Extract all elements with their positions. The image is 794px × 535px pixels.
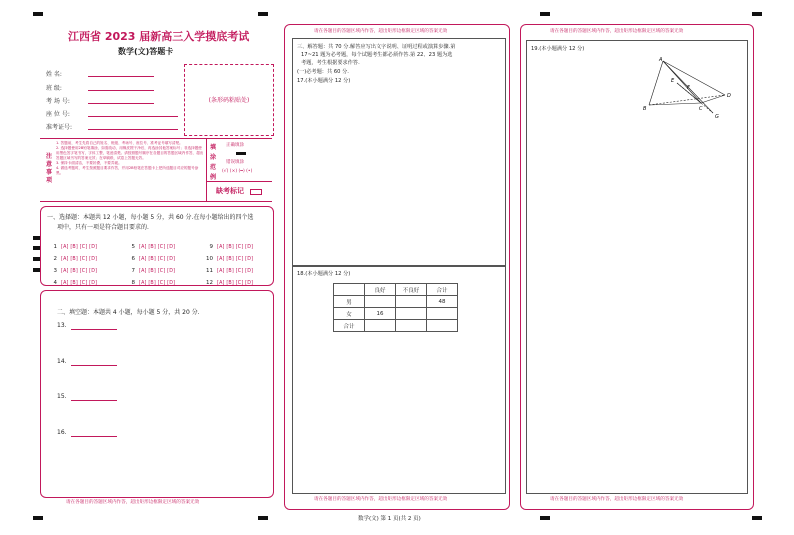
table-row bbox=[334, 296, 458, 308]
answer-options[interactable]: [A] [B] [C] [D] bbox=[139, 281, 176, 286]
field-id-label: 准考证号: bbox=[46, 124, 73, 131]
table-cell: 不良好 bbox=[396, 284, 427, 296]
point-label: G bbox=[715, 114, 719, 120]
answer-options[interactable]: [A] [B] [C] [D] bbox=[61, 269, 98, 274]
exam-title: 江西省 2023 届新高三入学摸底考试 bbox=[68, 30, 250, 43]
table-cell bbox=[427, 320, 458, 332]
question-number: 5 bbox=[131, 244, 135, 250]
answer-options[interactable]: [A] [B] [C] [D] bbox=[61, 245, 98, 250]
answer-options[interactable]: [A] [B] [C] [D] bbox=[217, 281, 254, 286]
correct-fill-mark bbox=[236, 152, 246, 155]
question-number: 7 bbox=[131, 268, 135, 274]
notes-title: 注意事项 bbox=[46, 153, 53, 184]
required-label: (一)必考题：共 60 分. bbox=[297, 69, 349, 75]
wrong-fill-label: 错误填涂 bbox=[226, 160, 244, 165]
q17-label: 17.(本小题满分 12 分) bbox=[297, 78, 351, 84]
table-cell bbox=[396, 308, 427, 320]
divider bbox=[206, 181, 272, 182]
answer-options[interactable]: [A] [B] [C] [D] bbox=[217, 269, 254, 274]
table-cell: 48 bbox=[427, 296, 458, 308]
q18-label: 18.(本小题满分 12 分) bbox=[297, 271, 351, 277]
table-cell: 合计 bbox=[427, 284, 458, 296]
table-row bbox=[334, 320, 458, 332]
table-cell: 合计 bbox=[334, 320, 365, 332]
note-item: 4. 做选考题时，考生按照题目要求作答，并用2B铅笔在答题卡上把所选题目对应的题号涂黑。 bbox=[56, 166, 199, 175]
q19-label: 19.(本小题满分 12 分) bbox=[531, 46, 585, 52]
warning-text: 请在各题目的答题区域内作答，超出矩形边框限定区域的答案无效 bbox=[66, 500, 200, 505]
answer-options[interactable]: [A] [B] [C] [D] bbox=[61, 281, 98, 286]
field-seat-label: 座 位 号: bbox=[46, 111, 70, 118]
table-cell bbox=[334, 284, 365, 296]
table-row bbox=[334, 308, 458, 320]
field-name-line[interactable] bbox=[88, 76, 154, 77]
question-number: 3 bbox=[53, 268, 57, 274]
table-cell bbox=[396, 320, 427, 332]
question-number: 1 bbox=[53, 244, 57, 250]
question-number: 2 bbox=[53, 256, 57, 262]
table-cell: 良好 bbox=[365, 284, 396, 296]
point-label: C bbox=[699, 106, 703, 112]
barcode-box bbox=[184, 64, 274, 136]
field-name-label: 姓 名: bbox=[46, 71, 62, 78]
answer-options[interactable]: [A] [B] [C] [D] bbox=[61, 257, 98, 262]
table-cell: 16 bbox=[365, 308, 396, 320]
field-class-line[interactable] bbox=[88, 90, 154, 91]
point-label: A bbox=[659, 57, 663, 63]
middle-inner-box bbox=[292, 38, 506, 266]
section2-title: 二、填空题：本题共 4 小题，每小题 5 分，共 20 分. bbox=[57, 309, 200, 316]
question-number: 9 bbox=[209, 244, 213, 250]
fill-example-title: 填涂范例 bbox=[210, 144, 217, 181]
wrong-fill-marks: (√) (×) (━) (•) bbox=[222, 169, 253, 174]
answer-options[interactable]: [A] [B] [C] [D] bbox=[139, 257, 176, 262]
timing-mark bbox=[258, 516, 268, 520]
question-number: 11 bbox=[206, 268, 213, 274]
absent-checkbox[interactable] bbox=[250, 189, 262, 195]
table-cell: 女 bbox=[334, 308, 365, 320]
table-row bbox=[334, 284, 458, 296]
section3-title: 三、解答题：共 70 分.解答应写出文字说明、证明过程或演算步骤.第 bbox=[297, 44, 456, 50]
section3-title-2: 17~21 题为必考题，每个试题考生都必须作答.第 22、23 题为选 bbox=[301, 52, 453, 58]
table-cell bbox=[396, 296, 427, 308]
section3-title-3: 考题，考生根据要求作答. bbox=[301, 60, 360, 66]
timing-mark bbox=[540, 516, 550, 520]
timing-mark bbox=[752, 516, 762, 520]
point-label: E bbox=[671, 78, 675, 84]
blank-16-label: 16. bbox=[57, 429, 67, 436]
answer-options[interactable]: [A] [B] [C] [D] bbox=[217, 257, 254, 262]
mc-question-4[interactable] bbox=[47, 269, 97, 288]
blank-14-label: 14. bbox=[57, 358, 67, 365]
point-label: F bbox=[687, 85, 690, 91]
timing-mark bbox=[752, 12, 762, 16]
blank-14-line[interactable] bbox=[71, 365, 117, 366]
timing-mark bbox=[33, 516, 43, 520]
geometry-figure bbox=[639, 55, 735, 121]
q19-answer-box[interactable] bbox=[526, 40, 748, 494]
absent-label: 缺考标记 bbox=[216, 187, 244, 195]
answer-options[interactable]: [A] [B] [C] [D] bbox=[139, 245, 176, 250]
question-number: 8 bbox=[131, 280, 135, 286]
note-item: 3. 保持卡面清洁，不要折叠，不要弄破。 bbox=[56, 161, 122, 165]
field-seat-line[interactable] bbox=[88, 116, 178, 117]
page-footer: 数学(文) 第 1 页(共 2 页) bbox=[358, 516, 421, 522]
card-subtitle: 数学(文)答题卡 bbox=[118, 47, 174, 56]
table-cell: 男 bbox=[334, 296, 365, 308]
question-number: 10 bbox=[206, 256, 213, 262]
field-room-line[interactable] bbox=[88, 103, 154, 104]
table-cell bbox=[365, 296, 396, 308]
mc-question-8[interactable] bbox=[125, 269, 175, 288]
notes-box bbox=[40, 138, 272, 202]
timing-mark bbox=[258, 12, 268, 16]
note-item: 2. 选择题使用2B铅笔填涂，如需改动，用橡皮擦干净后，再选涂其他答案标号；非选择题使用黑色签字笔书写，字体工整，笔迹清楚。请按照题号顺序在各题目的答题区域内作答，超出答题区域书写的答案无效；在草稿纸、试卷上答题无效。 bbox=[56, 146, 204, 160]
q18-answer-box[interactable] bbox=[292, 266, 506, 494]
question-number: 12 bbox=[206, 280, 213, 286]
field-id-line[interactable] bbox=[88, 129, 178, 130]
blank-15-label: 15. bbox=[57, 393, 67, 400]
point-label: D bbox=[727, 93, 731, 99]
mc-question-12[interactable] bbox=[203, 269, 253, 288]
section1-title: 一、选择题：本题共 12 小题，每小题 5 分，共 60 分.在每小题给出的四个选 bbox=[47, 214, 254, 221]
point-label: B bbox=[643, 106, 647, 112]
notes-list bbox=[56, 141, 204, 176]
table-cell bbox=[365, 320, 396, 332]
field-class-label: 班 级: bbox=[46, 85, 62, 92]
warning-text: 请在各题目的答题区域内作答，超出矩形边框限定区域的答案无效 bbox=[314, 497, 448, 502]
barcode-label: (条形码粘贴处) bbox=[208, 97, 250, 104]
warning-text: 请在各题目的答题区域内作答，超出矩形边框限定区域的答案无效 bbox=[550, 29, 684, 34]
answer-options[interactable]: [A] [B] [C] [D] bbox=[139, 269, 176, 274]
field-room-label: 考 场 号: bbox=[46, 98, 70, 105]
blank-15-line[interactable] bbox=[71, 400, 117, 401]
timing-mark bbox=[540, 12, 550, 16]
question-number: 6 bbox=[131, 256, 135, 262]
section1-title-cont: 项中，只有一项是符合题目要求的. bbox=[57, 224, 149, 231]
table-cell bbox=[427, 308, 458, 320]
timing-mark bbox=[33, 12, 43, 16]
warning-text: 请在各题目的答题区域内作答，超出矩形边框限定区域的答案无效 bbox=[314, 29, 448, 34]
contingency-table bbox=[333, 283, 458, 332]
blank-13-line[interactable] bbox=[71, 329, 117, 330]
blank-13-label: 13. bbox=[57, 322, 67, 329]
warning-text: 请在各题目的答题区域内作答，超出矩形边框限定区域的答案无效 bbox=[550, 497, 684, 502]
note-item: 1. 答题前，考生先将自己的姓名、班级、考场号、座位号、准考证号填写清楚。 bbox=[56, 141, 183, 145]
answer-options[interactable]: [A] [B] [C] [D] bbox=[217, 245, 254, 250]
question-number: 4 bbox=[53, 280, 57, 286]
correct-fill-label: 正确填涂 bbox=[226, 143, 244, 148]
blank-16-line[interactable] bbox=[71, 436, 117, 437]
section-multiple-choice bbox=[40, 206, 274, 286]
section-fill-in bbox=[40, 290, 274, 498]
divider bbox=[206, 139, 207, 201]
